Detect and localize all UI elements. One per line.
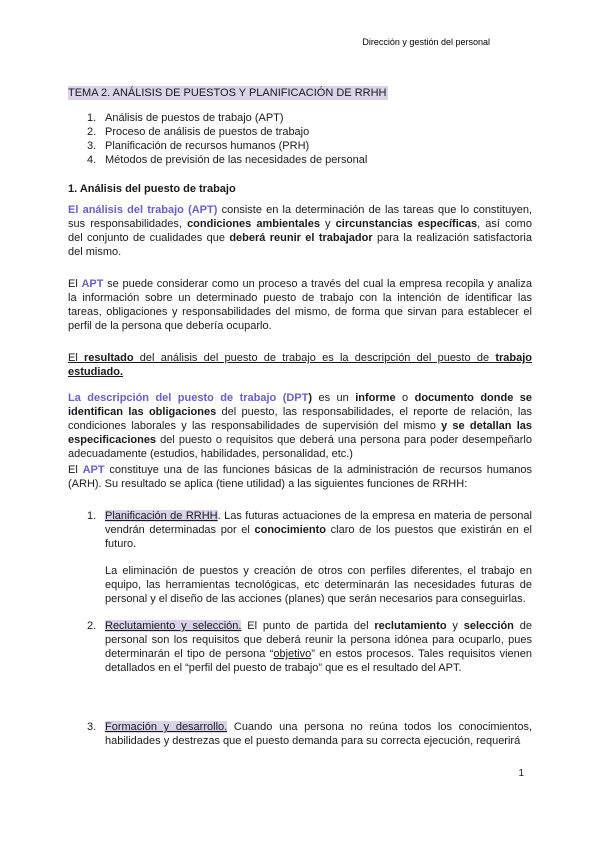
text-run: y	[319, 218, 336, 230]
text-run: El análisis del trabajo (APT)	[68, 204, 218, 216]
text-run: resultado	[84, 352, 134, 364]
text-run: El	[68, 352, 85, 364]
outline-item	[68, 139, 532, 153]
list-item-number: 1.	[87, 510, 97, 522]
text-run: Planificación de RRHH	[105, 510, 218, 522]
text-run: . Las futuras actuaciones de la empresa en materia de personal vendrán determinadas por el	[105, 510, 532, 536]
text-run: y	[446, 620, 464, 632]
text-run: Reclutamiento y selección.	[105, 620, 242, 632]
outline-item-text: Análisis de puestos de trabajo (APT)	[105, 112, 284, 124]
text-run: Formación y desarrollo.	[105, 721, 228, 733]
text-run: consiste en la determinación de las tareas que lo constituyen, sus responsabilidades,	[68, 204, 533, 230]
text-run: El	[68, 464, 83, 476]
outline-item	[68, 153, 532, 167]
text-run: objetivo	[273, 648, 312, 660]
text-run: constituye una de las funciones básicas de la administración de recursos humanos (ARH). Su resultado se aplica (tiene utilidad) a las siguientes funciones de RRHH:	[68, 464, 532, 490]
outline-item-text: Planificación de recursos humanos (PRH)	[105, 140, 310, 152]
text-run: El punto de partida del	[241, 620, 375, 632]
outline-item-number: 1.	[87, 112, 97, 124]
outline-item-number: 4.	[87, 154, 97, 166]
text-run: claro de los puestos que existirán en el futuro.	[105, 524, 532, 550]
list-item-number: 2.	[87, 620, 97, 632]
paragraph-apt-process	[68, 277, 532, 333]
list-item-number: 3.	[87, 721, 97, 733]
text-run: circunstancias específicas	[335, 218, 478, 230]
text-run: o	[395, 392, 415, 404]
text-run: )	[308, 392, 313, 404]
text-run: condiciones ambientales	[187, 218, 320, 230]
list-item-reclutamiento	[68, 619, 532, 675]
outline-item	[68, 111, 532, 125]
text-run: del puesto, las responsabilidades, el reporte de relación, las condiciones laborales y las responsabilidades de supervisión del mismo	[68, 406, 532, 432]
topic-title	[68, 86, 532, 100]
list-item-text	[105, 510, 532, 550]
text-run: , así como del conjunto de cualidades que	[68, 218, 532, 244]
text-run: se puede considerar como un proceso a través del cual la empresa recopila y analiza la información sobre un determinado puesto de trabajo con la intención de identificar las tareas, obligaciones y responsabilidades del mismo, de forma que sirvan para establecer el perfil de la persona que debería ocuparlo.	[68, 278, 532, 332]
text-run: para la realización satisfactoria del mismo.	[68, 232, 532, 258]
text-run: reclutamiento	[374, 620, 447, 632]
list-item-formacion	[68, 720, 532, 748]
paragraph-apt-definition	[68, 203, 532, 259]
text-run: documento donde se identifican las obligaciones	[68, 392, 532, 418]
topic-outline-list	[68, 111, 532, 167]
text-run: La descripción del puesto de trabajo (DPT	[68, 392, 309, 404]
text-run: informe	[355, 392, 396, 404]
paragraph-apt-result	[68, 351, 532, 379]
page-footer	[68, 767, 532, 781]
outline-item-text: Proceso de análisis de puestos de trabajo	[105, 126, 310, 138]
topic-title-highlight: TEMA 2. ANÁLISIS DE PUESTOS Y PLANIFICACIÓN DE RRHH	[68, 87, 387, 99]
running-header	[68, 35, 532, 49]
text-run: es un	[312, 392, 356, 404]
page-number: 1	[518, 768, 524, 779]
text-run: APT	[81, 278, 104, 290]
text-run: ” en estos procesos. Tales requisitos vienen detallados en el “perfil del puesto de trabajo” que es el resultado del APT.	[105, 648, 532, 674]
text-run: y se detallan las especificaciones	[68, 420, 532, 446]
outline-item-number: 3.	[87, 140, 97, 152]
text-run: conocimiento	[254, 524, 326, 536]
text-run: Cuando una persona no reúna todos los conocimientos, habilidades y destrezas que el puesto demanda para su correcta ejecución, requerirá	[105, 721, 532, 747]
text-run: La eliminación de puestos y creación de otros con perfiles diferentes, el trabajo en equipo, las herramientas tecnológicas, etc determinarán las necesidades futuras de personal y el diseño de las acciones (planes) que serán necesarios para conseguirlas.	[105, 565, 532, 605]
list-item-planificacion	[68, 509, 532, 551]
paragraph-apt-functions-intro	[68, 463, 532, 491]
text-run: deberá reunir el trabajador	[229, 232, 373, 244]
paragraph-dpt-definition	[68, 391, 532, 461]
outline-item-number: 2.	[87, 126, 97, 138]
text-run: del puesto o requisitos que deberá una persona para poder desempeñarlo adecuadamente (estudios, habilidades, personalidad, etc.)	[68, 434, 532, 460]
text-run: de personal son los requisitos que deberá reunir la persona idónea para ocuparlo, pues determinarán el tipo de persona “	[105, 620, 532, 660]
list-item-text	[105, 620, 532, 674]
outline-item	[68, 125, 532, 139]
text-run: del análisis del puesto de trabajo es la descripción del puesto de	[133, 352, 496, 364]
outline-item-text: Métodos de previsión de las necesidades de personal	[105, 154, 368, 166]
text-run: El	[68, 278, 82, 290]
text-run: selección	[463, 620, 514, 632]
text-run: trabajo estudiado.	[68, 352, 532, 378]
section-heading: 1. Análisis del puesto de trabajo	[68, 183, 236, 195]
course-title: Dirección y gestión del personal	[362, 37, 490, 47]
list-item-text	[105, 721, 532, 747]
list-item-planificacion-detail	[105, 564, 532, 606]
text-run: APT	[82, 464, 105, 476]
